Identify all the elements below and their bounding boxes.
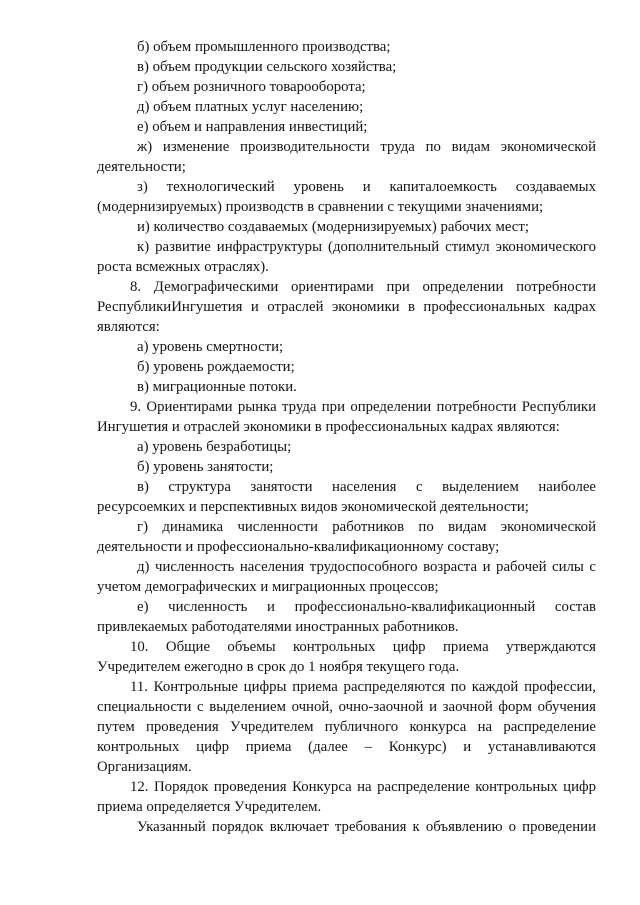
text-line: Ингушетия и отраслей экономики в профессиональных кадрах являются: — [97, 419, 560, 435]
text-line: 10. Общие объемы контрольных цифр приема утверждаются — [130, 639, 596, 655]
text-line: а) уровень безработицы; — [137, 439, 292, 455]
text-line: 8. Демографическими ориентирами при определении потребности — [130, 279, 596, 295]
list-item-e-foreign-workers — [97, 597, 596, 637]
text-line: б) уровень рождаемости; — [137, 359, 295, 375]
paragraph-procedure-requirements — [97, 817, 596, 837]
text-line: к) развитие инфраструктуры (дополнительный стимул экономического — [137, 239, 596, 255]
list-item-v-agricultural-output — [97, 57, 596, 77]
numbered-paragraph-12 — [97, 777, 596, 817]
numbered-paragraph-11 — [97, 677, 596, 777]
list-item-v-employment-structure — [97, 477, 596, 517]
text-line: б) уровень занятости; — [137, 459, 274, 475]
list-item-b-employment — [97, 457, 596, 477]
text-line: Учредителем ежегодно в срок до 1 ноября текущего года. — [97, 659, 460, 675]
text-line: е) объем и направления инвестиций; — [137, 119, 368, 135]
text-line: специальности с выделением очной, очно-заочной и заочной форм обучения — [97, 699, 596, 715]
list-item-b-industrial-output — [97, 37, 596, 57]
list-item-v-migration — [97, 377, 596, 397]
text-line: путем проведения Учредителем публичного конкурса на распределение — [97, 719, 596, 735]
list-item-zh-productivity — [97, 137, 596, 177]
text-line: д) объем платных услуг населению; — [137, 99, 364, 115]
text-line: б) объем промышленного производства; — [137, 39, 391, 55]
list-item-g-workforce-dynamics — [97, 517, 596, 557]
text-line: з) технологический уровень и капиталоемкость создаваемых — [137, 179, 596, 195]
text-line: 9. Ориентирами рынка труда при определении потребности Республики — [130, 399, 596, 415]
text-line: ж) изменение производительности труда по видам экономической — [137, 139, 596, 155]
text-line: г) динамика численности работников по видам экономической — [137, 519, 596, 535]
text-line: в) миграционные потоки. — [137, 379, 297, 395]
text-line: в) объем продукции сельского хозяйства; — [137, 59, 397, 75]
text-line: Указанный порядок включает требования к объявлению о проведении — [137, 819, 596, 835]
list-item-e-investments — [97, 117, 596, 137]
numbered-paragraph-9 — [97, 397, 596, 437]
text-line: в) структура занятости населения с выделением наиболее — [137, 479, 596, 495]
text-line: ресурсоемких и перспективных видов экономической деятельности; — [97, 499, 529, 515]
text-line: деятельности и профессионально-квалификационному составу; — [97, 539, 500, 555]
list-item-d-paid-services — [97, 97, 596, 117]
text-line: и) количество создаваемых (модернизируемых) рабочих мест; — [137, 219, 529, 235]
list-item-i-workplaces — [97, 217, 596, 237]
text-line: (модернизируемых) производств в сравнении с текущими значениями; — [97, 199, 544, 215]
text-line: а) уровень смертности; — [137, 339, 284, 355]
text-line: 12. Порядок проведения Конкурса на распределение контрольных цифр — [130, 779, 596, 795]
text-line: Организациям. — [97, 759, 192, 775]
text-line: привлекаемых работодателями иностранных работников. — [97, 619, 459, 635]
text-line: являются: — [97, 319, 160, 335]
text-line: г) объем розничного товарооборота; — [137, 79, 366, 95]
list-item-a-unemployment — [97, 437, 596, 457]
text-line: РеспубликиИнгушетия и отраслей экономики в профессиональных кадрах — [97, 299, 596, 315]
list-item-d-working-age-population — [97, 557, 596, 597]
list-item-k-infrastructure — [97, 237, 596, 277]
list-item-z-technology-level — [97, 177, 596, 217]
numbered-paragraph-8 — [97, 277, 596, 337]
text-line: учетом демографических и миграционных процессов; — [97, 579, 439, 595]
text-line: контрольных цифр приема (далее – Конкурс) и устанавливаются — [97, 739, 596, 755]
text-line: е) численность и профессионально-квалификационный состав — [137, 599, 596, 615]
numbered-paragraph-10 — [97, 637, 596, 677]
text-line: деятельности; — [97, 159, 186, 175]
document-body — [97, 37, 596, 837]
text-line: роста всмежных отраслях). — [97, 259, 269, 275]
list-item-a-mortality — [97, 337, 596, 357]
text-line: 11. Контрольные цифры приема распределяются по каждой профессии, — [130, 679, 596, 695]
text-line: д) численность населения трудоспособного возраста и рабочей силы с — [137, 559, 596, 575]
list-item-g-retail-turnover — [97, 77, 596, 97]
text-line: приема определяется Учредителем. — [97, 799, 322, 815]
list-item-b-birth-rate — [97, 357, 596, 377]
